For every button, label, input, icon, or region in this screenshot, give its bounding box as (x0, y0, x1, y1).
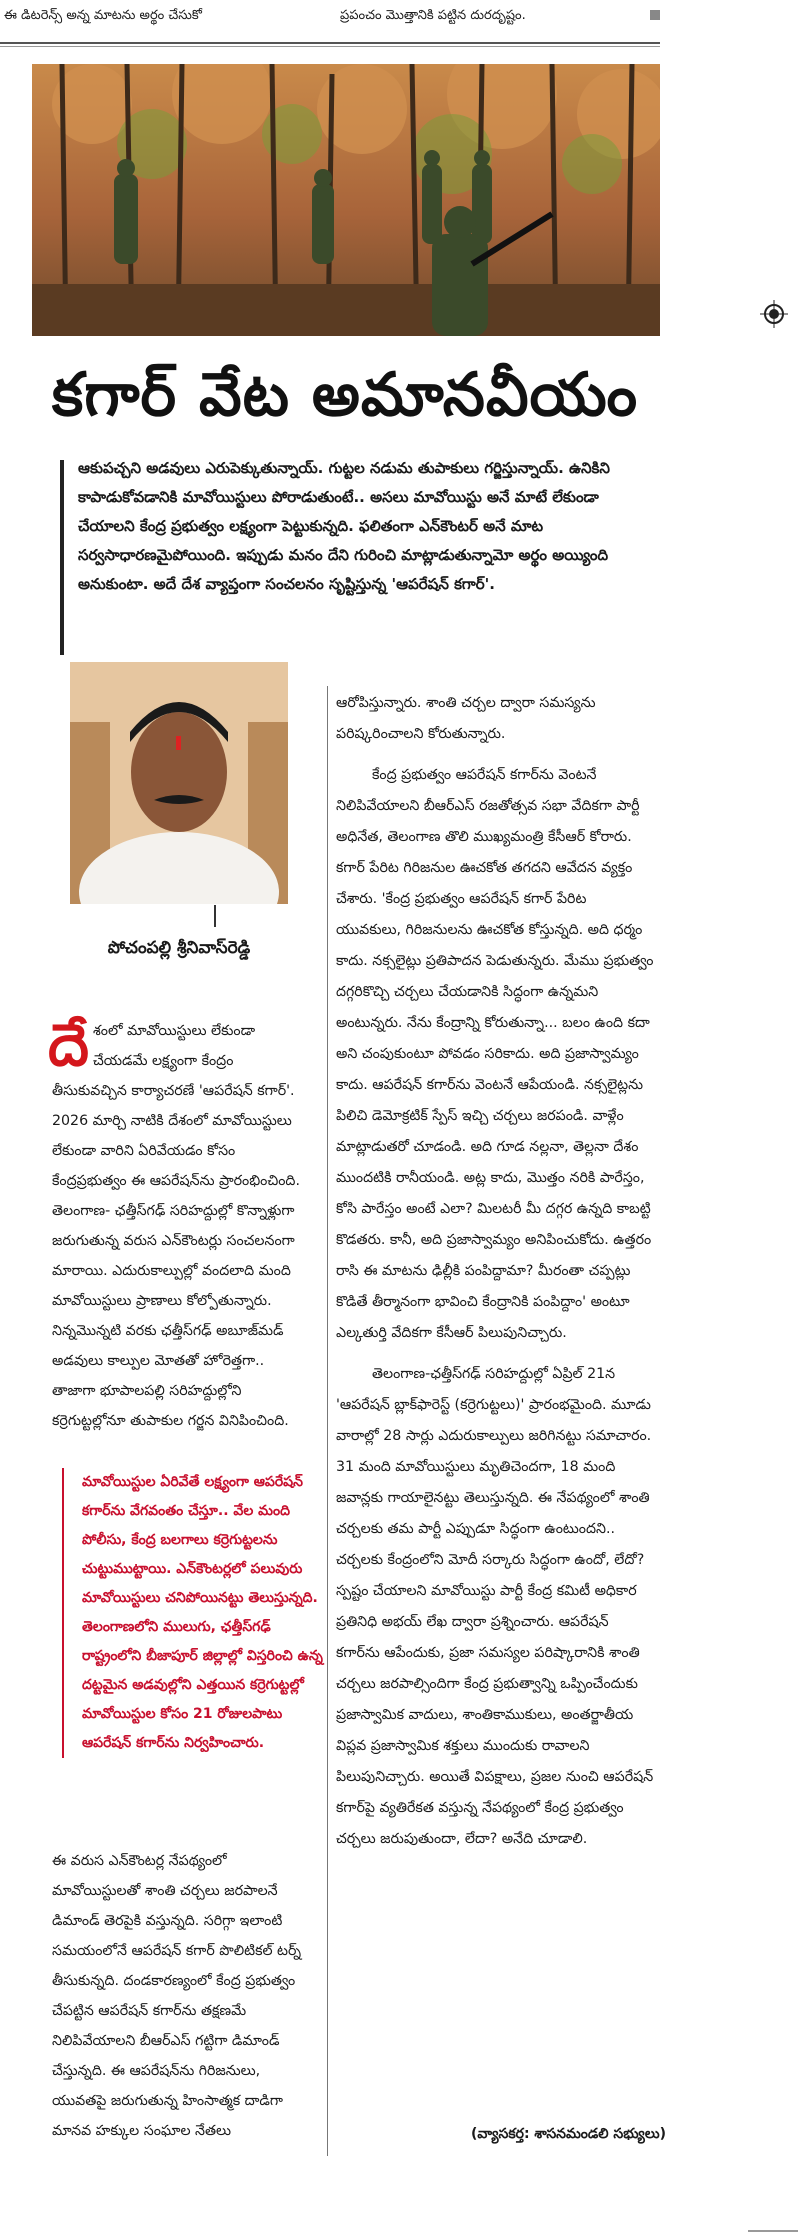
square-bullet-icon (650, 10, 660, 20)
intro-paragraph: ఆకుపచ్చని అడవులు ఎరుపెక్కుతున్నాయ్. గుట్టల నడుమ తుపాకులు గర్జిస్తున్నాయ్. ఉనికిని కాపాడుకోవడానికి మావోయిస్టులు పోరాడుతుంటే.. అసలు మావోయిస్టు అనే మాటే లేకుండా చేయాలని కేంద్ర ప్రభుత్వం లక్ష్యంగా పెట్టుకున్నది. ఫలితంగా ఎన్‌కౌంటర్ అనే మాట సర్వసాధారణమైపోయింది. ఇప్పుడు మనం దేని గురించి మాట్లాడుతున్నామో అర్థం అయ్యింది అనుకుంటా. అదే దేశ వ్యాప్తంగా సంచలనం సృష్టిస్తున్న 'ఆపరేషన్ కగార్'. (78, 459, 610, 593)
author-portrait-photo (70, 662, 288, 904)
left-paragraph-1: శంలో మావోయిస్టులు లేకుండా చేయడమే లక్ష్యంగా కేంద్రం తీసుకువచ్చిన కార్యాచరణే 'ఆపరేషన్ కగార్'. 2026 మార్చి నాటికి దేశంలో మావోయిస్టులు లేకుండా వారిని ఏరివేయడం కోసం కేంద్రప్రభుత్వం ఈ ఆపరేషన్‌ను ప్రారంభించింది. తెలంగాణ- ఛత్తీస్‌గఢ్ సరిహద్దుల్లో కొన్నాళ్లుగా జరుగుతున్న వరుస ఎన్‌కౌంటర్లు సంచలనంగా మారాయి. ఎదురుకాల్పుల్లో వందలాది మంది మావోయిస్టులు ప్రాణాలు కోల్పోతున్నారు. నిన్నమొన్నటి వరకు ఛత్తీస్‌గఢ్ అబూజ్‌మడ్ అడవులు కాల్పుల మోతతో హోరెత్తగా.. తాజాగా భూపాలపల్లి సరిహద్దుల్లోని కర్రెగుట్టల్లోనూ తుపాకుల గర్జన వినిపించింది. (52, 1023, 300, 1429)
top-divider (0, 42, 660, 44)
top-divider-thin (0, 46, 660, 47)
top-strip-right-text: ప్రపంచం మొత్తానికి పట్టిన దురదృష్టం. (340, 8, 526, 23)
left-column (48, 1011, 310, 1436)
registration-target-icon (760, 300, 788, 328)
right-paragraph-2: కేంద్ర ప్రభుత్వం ఆపరేషన్ కగార్‌ను వెంటనే నిలిపివేయాలని బీఆర్‌ఎస్ రజతోత్సవ సభా వేదికగా పార్టీ అధినేత, తెలంగాణ తొలి ముఖ్యమంత్రి కేసీఆర్ కోరారు. కగార్ పేరిట గిరిజనుల ఊచకోత తగదని ఆవేదన వ్యక్తం చేశారు. 'కేంద్ర ప్రభుత్వం ఆపరేషన్ కగార్ పేరిట యువకులు, గిరిజనులను ఊచకోత కోస్తున్నది. అది ధర్మం కాదు. నక్సలైట్లు ప్రతిపాదన పెడుతున్నరు. మేము ప్రభుత్వం దగ్గరికొచ్చి చర్చలు చేయడానికి సిద్ధంగా ఉన్నమని అంటున్నరు. నేను కేంద్రాన్ని కోరుతున్నా... బలం ఉంది కదా అని చంపుకుంటూ పోవడం సరికాదు. అది ప్రజాస్వామ్యం కాదు. ఆపరేషన్ కగార్‌ను వెంటనే ఆపేయండి. నక్సలైట్లను పిలిచి డెమోక్రటిక్ స్పేస్ ఇచ్చి చర్చలు జరపండి. వాళ్లేం మాట్లాడుతరో చూడండి. అది గూడ నల్లనా, తెల్లనా దేశం ముందటికి రానీయండి. అట్ల కాదు, మొత్తం నరికి పారేస్తం, కోసి పారేస్తం అంటే ఎలా? మిలటరీ మీ దగ్గర ఉన్నది కాబట్టి కొడతరు. కానీ, అది ప్రజాస్వామ్యం అనిపించుకోదు. ఉత్తరం రాసి ఈ మాటను ఢిల్లీకి పంపిద్దామా? మీరంతా చప్పట్లు కొడితే తీర్మానంగా భావించి కేంద్రానికి పంపిద్దాం' అంటూ ఎల్కతుర్తి వేదికగా కేసీఆర్ పిలుపునిచ్చారు. (336, 767, 654, 1341)
top-strip (0, 0, 800, 38)
byline: (వ్యాసకర్త: శాసనమండలి సభ్యులు) (471, 2126, 666, 2142)
page-title: కగార్ వేట అమానవీయం (51, 360, 639, 430)
soldiers-in-forest-photo (32, 64, 660, 336)
column-divider (327, 686, 328, 2156)
left-paragraph-2: ఈ వరుస ఎన్‌కౌంటర్ల నేపథ్యంలో మావోయిస్టులతో శాంతి చర్చలు జరపాలనే డిమాండ్ తెరపైకి వస్తున్నది. సరిగ్గా ఇలాంటి సమయంలోనే ఆపరేషన్ కగార్ పొలిటికల్ టర్న్ తీసుకున్నది. దండకారణ్యంలో కేంద్ర ప్రభుత్వం చేపట్టిన ఆపరేషన్ కగార్‌ను తక్షణమే నిలిపివేయాలని బీఆర్‌ఎస్ గట్టిగా డిమాండ్ చేస్తున్నది. ఈ ఆపరేషన్‌ను గిరిజనులు, యువతపై జరుగుతున్న హింసాత్మక దాడిగా మానవ హక్కుల సంఘాల నేతలు (52, 1853, 302, 2139)
pull-quote: మావోయిస్టుల ఏరివేతే లక్ష్యంగా ఆపరేషన్ కగార్‌ను వేగవంతం చేస్తూ.. వేల మంది పోలీసు, కేంద్ర బలగాలు కర్రెగుట్టలను చుట్టుముట్టాయి. ఎన్‌కౌంటర్లలో పలువురు మావోయిస్టులు చనిపోయినట్టు తెలుస్తున్నది. తెలంగాణలోని ములుగు, ఛత్తీస్‌గఢ్ రాష్ట్రంలోని బీజాపూర్ జిల్లాల్లో విస్తరించి ఉన్న దట్టమైన అడవుల్లోని ఎత్తయిన కర్రెగుట్టల్లో మావోయిస్టుల కోసం 21 రోజులపాటు ఆపరేషన్ కగార్‌ను నిర్వహించారు. (62, 1468, 330, 1758)
intro-accent-bar (60, 460, 64, 655)
dropcap: దే (48, 1011, 89, 1079)
right-paragraph-3: తెలంగాణ-ఛత్తీస్‌గఢ్ సరిహద్దుల్లో ఏప్రిల్ 21న 'ఆపరేషన్ బ్లాక్‌ఫారెస్ట్ (కర్రెగుట్టలు)' ప్రారంభమైంది. మూడు వారాల్లో 28 సార్లు ఎదురుకాల్పులు జరిగినట్టు సమాచారం. 31 మంది మావోయిస్టులు మృతిచెందగా, 18 మంది జవాన్లకు గాయాలైనట్టు తెలుస్తున్నది. ఈ నేపథ్యంలో శాంతి చర్చలకు తమ పార్టీ ఎప్పుడూ సిద్ధంగా ఉంటుందని.. చర్చలకు కేంద్రంలోని మోదీ సర్కారు సిద్ధంగా ఉందో, లేదో? స్పష్టం చేయాలని మావోయిస్టు పార్టీ కేంద్ర కమిటీ అధికార ప్రతినిధి అభయ్ లేఖ ద్వారా ప్రశ్నించారు. ఆపరేషన్ కగార్‌ను ఆపేందుకు, ప్రజా సమస్యల పరిష్కారానికి శాంతి చర్చలు జరపాల్సిందిగా కేంద్ర ప్రభుత్వాన్ని ఒప్పించేందుకు ప్రజాస్వామిక వాదులు, శాంతికాముకులు, అంతర్జాతీయ విప్లవ ప్రజాస్వామిక శక్తులు ముందుకు రావాలని పిలుపునిచ్చారు. అయితే విపక్షాలు, ప్రజల నుంచి ఆపరేషన్ కగార్‌పై వ్యతిరేకత వస్తున్న నేపథ్యంలో కేంద్ర ప్రభుత్వం చర్చలు జరుపుతుందా, లేదా? అనేది చూడాలి. (336, 1366, 654, 1847)
author-name: పోచంపల్లి శ్రీనివాస్‌రెడ్డి (107, 938, 251, 958)
right-column (336, 688, 654, 1865)
right-paragraph-1: ఆరోపిస్తున్నారు. శాంతి చర్చల ద్వారా సమస్యను పరిష్కరించాలని కోరుతున్నారు. (336, 695, 596, 742)
author-rule (214, 905, 216, 927)
bottom-rule (748, 2230, 798, 2232)
top-strip-left-text: ఈ డిటరెన్స్ అన్న మాటను అర్థం చేసుకో (4, 8, 202, 23)
